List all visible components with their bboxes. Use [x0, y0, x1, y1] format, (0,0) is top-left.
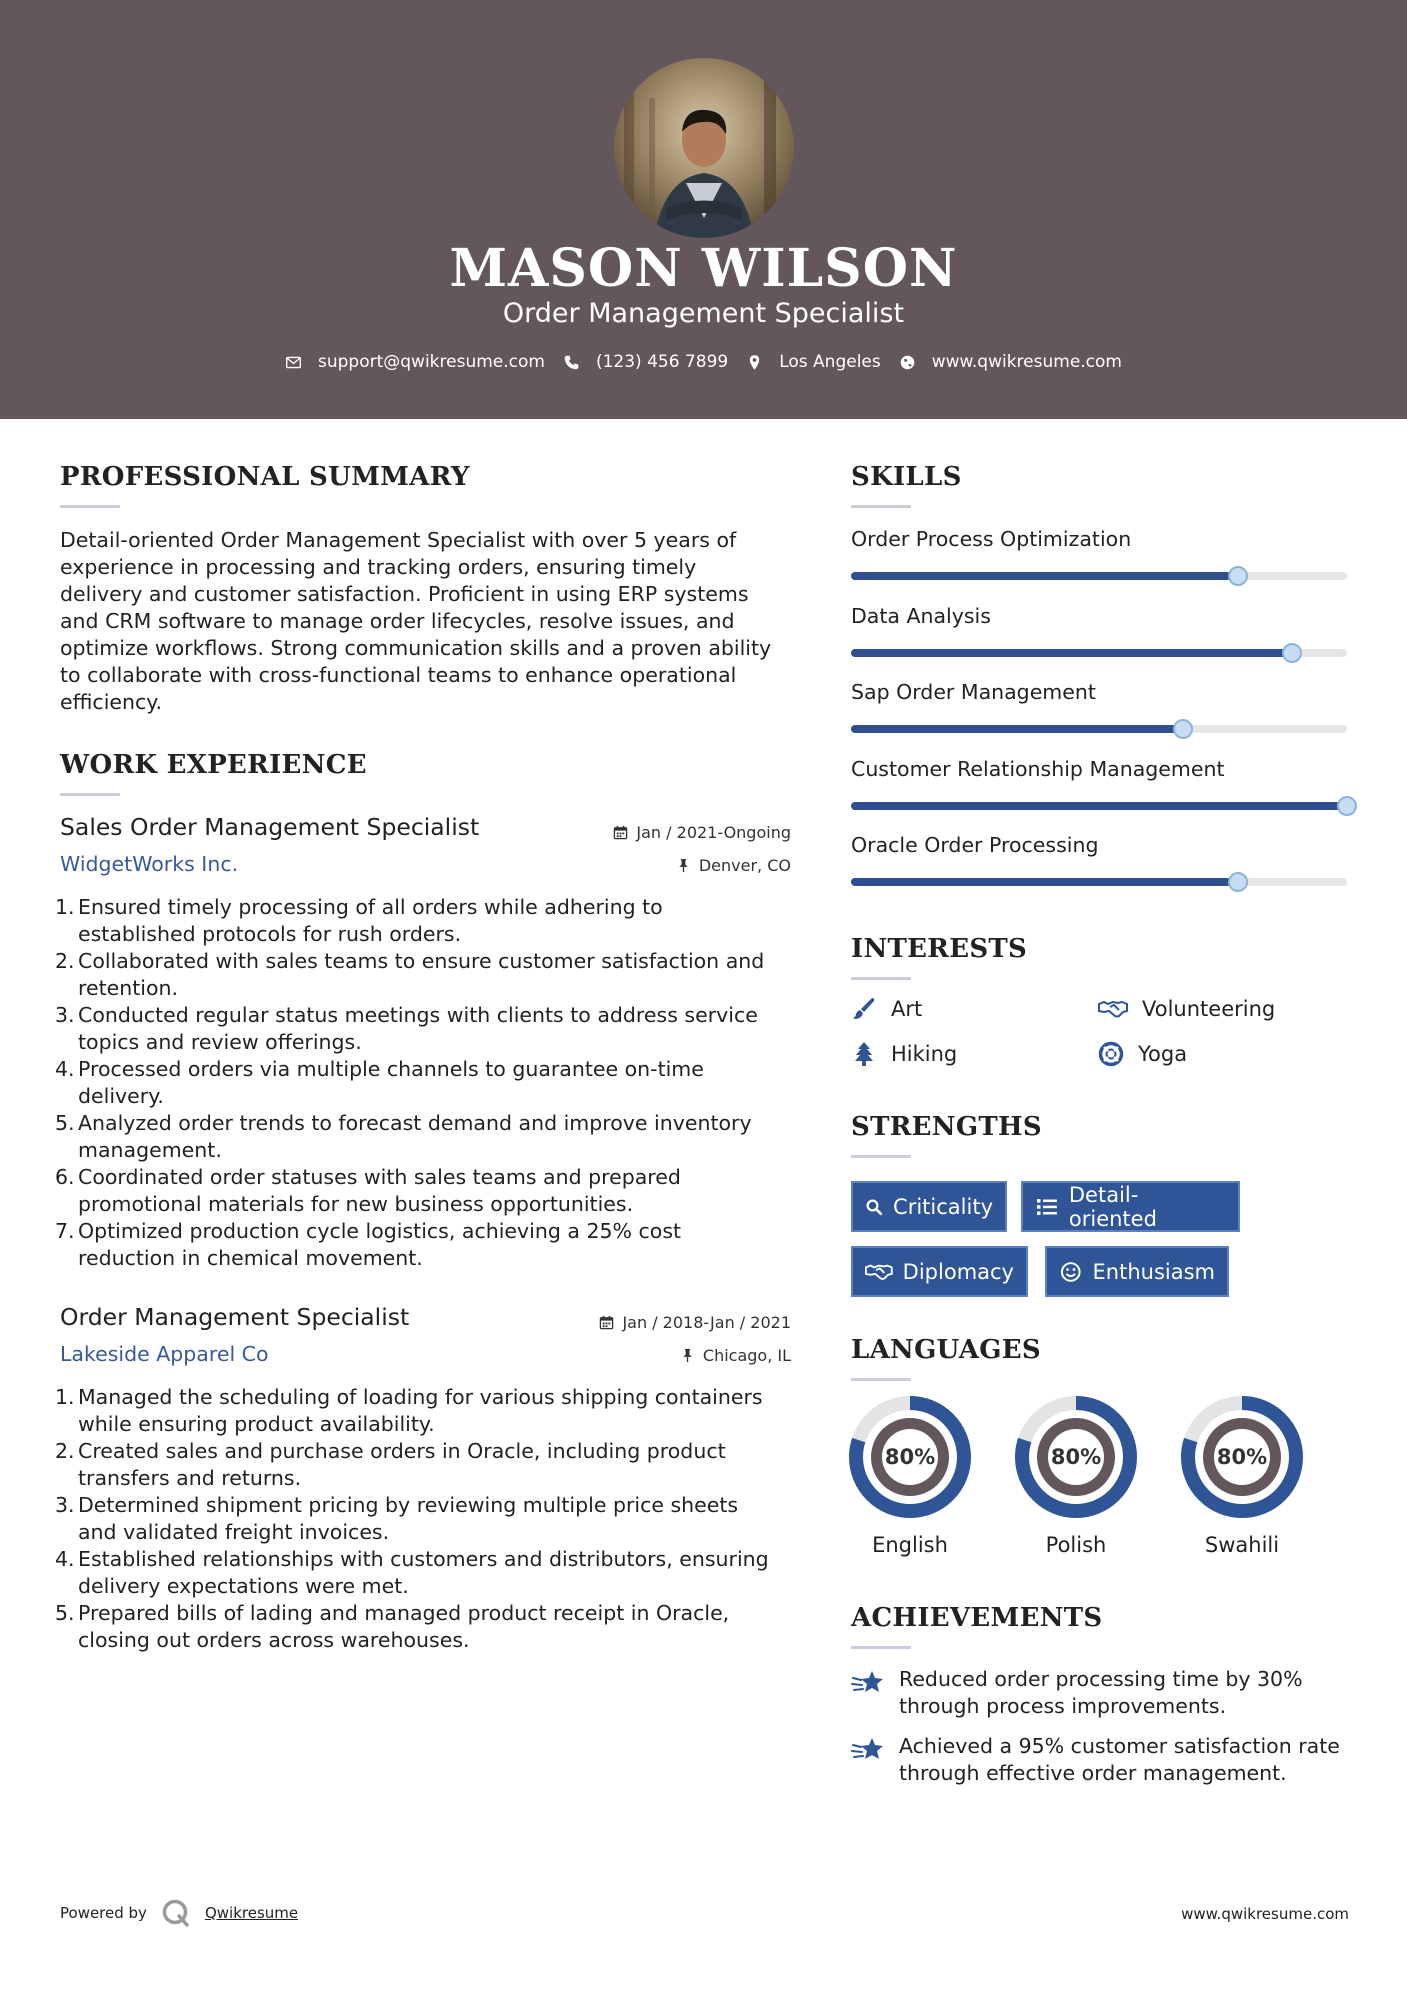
job-bullets: [55, 1384, 810, 1654]
pushpin-icon: [680, 1348, 695, 1363]
skill-fill: [851, 649, 1292, 657]
candidate-name: MASON WILSON: [449, 238, 958, 299]
interest-label: Hiking: [891, 1042, 958, 1066]
languages-heading: LANGUAGES: [851, 1335, 1041, 1365]
strength-label: Detail-oriented: [1068, 1182, 1157, 1231]
calendar-icon: [613, 825, 628, 840]
job-dates: [613, 823, 791, 842]
bullet-line: Optimized production cycle logistics, achieving a 25% cost: [78, 1219, 682, 1243]
skill-fill: [851, 725, 1183, 733]
list-item: 5. Prepared bills of lading and managed product receipt in Oracle, closing out orders across warehouses.: [60, 1600, 810, 1654]
language-ring: [1014, 1395, 1138, 1519]
language-item: [1014, 1395, 1138, 1557]
skill-knob[interactable]: [1228, 566, 1248, 586]
job-location: [680, 1346, 791, 1365]
languages-underline: [851, 1378, 911, 1381]
bullet-line: Ensured timely processing of all orders while adhering to: [78, 895, 663, 919]
job-dates-text: Jan / 2021-Ongoing: [636, 823, 791, 842]
email-text: support@qwikresume.com: [318, 352, 545, 372]
contact-email[interactable]: [285, 352, 545, 372]
language-percent: 80%: [884, 1445, 936, 1469]
phone-text: (123) 456 7899: [595, 352, 729, 372]
list-item: 4. Established relationships with customers and distributors, ensuring delivery expectations were met.: [60, 1546, 810, 1600]
skill-bar: [851, 649, 1347, 657]
skill-bar: [851, 802, 1347, 810]
skill-bar: [851, 725, 1347, 733]
interests-underline: [851, 977, 911, 980]
list-item: 1. Ensured timely processing of all orders while adhering to established protocols for rush orders.: [60, 894, 810, 948]
language-item: [1180, 1395, 1304, 1557]
bullet-line: retention.: [78, 976, 179, 1000]
bullet-line: while ensuring product availability.: [78, 1412, 435, 1436]
header-banner: [0, 0, 1407, 419]
bullet-line: Coordinated order statuses with sales teams and prepared: [78, 1165, 681, 1189]
bullet-line: promotional materials for new business opportunities.: [78, 1192, 634, 1216]
bullet-line: Established relationships with customers and distributors, ensuring: [78, 1547, 769, 1571]
achievements-heading: ACHIEVEMENTS: [851, 1603, 1103, 1633]
language-name: English: [872, 1533, 948, 1557]
job-dates: [599, 1313, 791, 1332]
contact-location: [746, 352, 881, 372]
footer-website[interactable]: www.qwikresume.com: [1181, 1905, 1349, 1923]
interest-item: [1098, 996, 1275, 1022]
language-item: [848, 1395, 972, 1557]
envelope-icon: [285, 354, 302, 371]
achievement-item: [851, 1666, 1351, 1720]
strength-badge: [851, 1246, 1028, 1297]
achievements-underline: [851, 1646, 911, 1649]
strength-badge: [1021, 1181, 1240, 1232]
bullet-line: Processed orders via multiple channels to guarantee on-time: [78, 1057, 704, 1081]
interest-label: Yoga: [1138, 1042, 1188, 1066]
company-name[interactable]: WidgetWorks Inc.: [60, 852, 239, 876]
language-percent: 80%: [1216, 1445, 1268, 1469]
skill-knob[interactable]: [1282, 643, 1302, 663]
phone-icon: [563, 354, 580, 371]
bullet-line: established protocols for rush orders.: [78, 922, 462, 946]
strength-label: Diplomacy: [902, 1259, 1014, 1284]
summary-line: to collaborate with cross-functional teams to enhance operational: [60, 663, 737, 687]
skill-bar: [851, 572, 1347, 580]
handshake-icon: [1098, 996, 1128, 1022]
list-item: 1. Managed the scheduling of loading for various shipping containers while ensuring product availability.: [60, 1384, 810, 1438]
qwikresume-link[interactable]: Qwikresume: [204, 1904, 299, 1922]
interest-item: [1098, 1041, 1187, 1067]
summary-underline: [60, 505, 120, 508]
contact-bar: [0, 352, 1407, 372]
smile-icon: [1059, 1260, 1083, 1284]
bullet-line: management.: [78, 1138, 222, 1162]
skill-name: Order Process Optimization: [851, 527, 1132, 551]
summary-line: delivery and customer satisfaction. Proficient in using ERP systems: [60, 582, 749, 606]
achievement-line: through effective order management.: [899, 1761, 1287, 1785]
handshake-icon: [865, 1260, 893, 1284]
summary-text: [60, 527, 800, 716]
achievement-line: Achieved a 95% customer satisfaction rate: [899, 1734, 1340, 1758]
skill-knob[interactable]: [1337, 796, 1357, 816]
bullet-line: delivery.: [78, 1084, 164, 1108]
language-ring: [848, 1395, 972, 1519]
list-item: 5. Analyzed order trends to forecast demand and improve inventory management.: [60, 1110, 810, 1164]
experience-heading: WORK EXPERIENCE: [60, 750, 367, 780]
skill-name: Data Analysis: [851, 604, 991, 628]
interest-item: [851, 996, 922, 1022]
shooting-star-icon: [851, 1735, 885, 1765]
summary-line: efficiency.: [60, 690, 162, 714]
language-percent: 80%: [1050, 1445, 1102, 1469]
language-name: Swahili: [1204, 1533, 1280, 1557]
interest-label: Art: [891, 997, 923, 1021]
bullet-line: and validated freight invoices.: [78, 1520, 390, 1544]
skill-name: Oracle Order Processing: [851, 833, 1099, 857]
achievement-text: [899, 1666, 1303, 1720]
achievement-line: Reduced order processing time by 30%: [899, 1667, 1303, 1691]
pushpin-icon: [676, 858, 691, 873]
tree-icon: [851, 1041, 877, 1067]
globe-icon: [899, 354, 916, 371]
paintbrush-icon: [851, 996, 877, 1022]
strengths-underline: [851, 1155, 911, 1158]
achievement-text: [899, 1733, 1340, 1787]
skill-fill: [851, 572, 1238, 580]
bullet-line: Prepared bills of lading and managed product receipt in Oracle,: [78, 1601, 730, 1625]
skills-heading: SKILLS: [851, 462, 962, 492]
summary-line: experience in processing and tracking orders, ensuring timely: [60, 555, 697, 579]
footer-powered-by: [60, 1898, 298, 1928]
bullet-line: Managed the scheduling of loading for various shipping containers: [78, 1385, 763, 1409]
bullet-line: topics and review offerings.: [78, 1030, 362, 1054]
bullet-line: reduction in chemical movement.: [78, 1246, 423, 1270]
strength-label: Criticality: [893, 1194, 993, 1219]
interest-item: [851, 1041, 957, 1067]
skill-knob[interactable]: [1173, 719, 1193, 739]
job-title: Sales Order Management Specialist: [60, 813, 480, 841]
list-icon: [1035, 1195, 1059, 1219]
skill-knob[interactable]: [1228, 872, 1248, 892]
contact-website[interactable]: [899, 352, 1122, 372]
profile-photo: [614, 58, 794, 238]
map-pin-icon: [746, 354, 763, 371]
experience-underline: [60, 793, 120, 796]
job-location: [676, 856, 791, 875]
candidate-title: Order Management Specialist: [502, 298, 905, 329]
summary-line: and CRM software to manage order lifecycles, resolve issues, and: [60, 609, 735, 633]
achievement-line: through process improvements.: [899, 1694, 1227, 1718]
skill-fill: [851, 878, 1238, 886]
list-item: 7. Optimized production cycle logistics, achieving a 25% cost reduction in chemical movement.: [60, 1218, 810, 1272]
job-location-text: Chicago, IL: [702, 1346, 791, 1365]
lifebuoy-icon: [1098, 1041, 1124, 1067]
skill-name: Sap Order Management: [851, 680, 1096, 704]
bullet-line: closing out orders across warehouses.: [78, 1628, 470, 1652]
list-item: 3. Determined shipment pricing by reviewing multiple price sheets and validated freight invoices.: [60, 1492, 810, 1546]
language-ring: [1180, 1395, 1304, 1519]
job-dates-text: Jan / 2018-Jan / 2021: [622, 1313, 791, 1332]
summary-line: optimize workflows. Strong communication skills and a proven ability: [60, 636, 772, 660]
powered-by-label: Powered by: [60, 1904, 147, 1922]
bullet-line: delivery expectations were met.: [78, 1574, 409, 1598]
qwikresume-logo-icon: [161, 1898, 191, 1928]
skill-bar: [851, 878, 1347, 886]
search-icon: [865, 1195, 883, 1219]
list-item: 2. Created sales and purchase orders in Oracle, including product transfers and returns.: [60, 1438, 810, 1492]
calendar-icon: [599, 1315, 614, 1330]
achievement-item: [851, 1733, 1351, 1787]
summary-line: Detail-oriented Order Management Specialist with over 5 years of: [60, 528, 737, 552]
bullet-line: transfers and returns.: [78, 1466, 302, 1490]
bullet-line: Collaborated with sales teams to ensure customer satisfaction and: [78, 949, 765, 973]
strength-badge: [1045, 1246, 1229, 1297]
job-location-text: Denver, CO: [698, 856, 791, 875]
strength-label: Enthusiasm: [1092, 1259, 1215, 1284]
strengths-heading: STRENGTHS: [851, 1112, 1042, 1142]
bullet-line: Analyzed order trends to forecast demand and improve inventory: [78, 1111, 752, 1135]
shooting-star-icon: [851, 1668, 885, 1698]
list-item: 4. Processed orders via multiple channels to guarantee on-time delivery.: [60, 1056, 810, 1110]
skill-name: Customer Relationship Management: [851, 757, 1225, 781]
strength-badge: [851, 1181, 1007, 1232]
job-title: Order Management Specialist: [60, 1303, 410, 1331]
bullet-line: Created sales and purchase orders in Oracle, including product: [78, 1439, 726, 1463]
contact-phone[interactable]: [563, 352, 728, 372]
interest-label: Volunteering: [1142, 997, 1276, 1021]
summary-heading: PROFESSIONAL SUMMARY: [60, 462, 470, 492]
website-text: www.qwikresume.com: [931, 352, 1122, 372]
language-name: Polish: [1045, 1533, 1107, 1557]
company-name[interactable]: Lakeside Apparel Co: [60, 1342, 269, 1366]
bullet-line: Determined shipment pricing by reviewing multiple price sheets: [78, 1493, 739, 1517]
list-item: 2. Collaborated with sales teams to ensure customer satisfaction and retention.: [60, 948, 810, 1002]
skill-fill: [851, 802, 1347, 810]
list-item: 6. Coordinated order statuses with sales teams and prepared promotional materials for new business opportunities.: [60, 1164, 810, 1218]
list-item: 3. Conducted regular status meetings with clients to address service topics and review offerings.: [60, 1002, 810, 1056]
interests-heading: INTERESTS: [851, 934, 1028, 964]
skills-underline: [851, 505, 911, 508]
job-bullets: [55, 894, 810, 1272]
location-text: Los Angeles: [779, 352, 881, 372]
bullet-line: Conducted regular status meetings with clients to address service: [78, 1003, 758, 1027]
